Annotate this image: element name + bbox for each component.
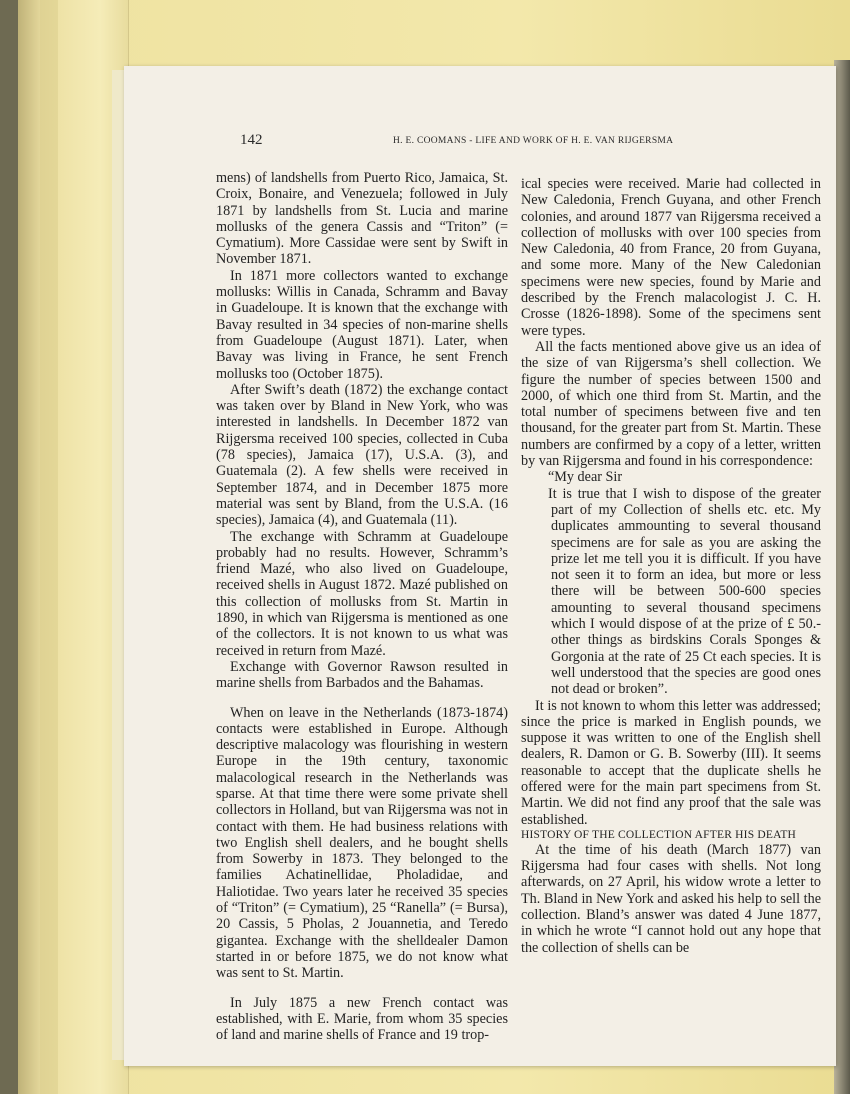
page-number: 142 — [240, 132, 263, 148]
paragraph: After Swift’s death (1872) the exchange contact was taken over by Bland in New York, who was interested in landshells. In December 1872 van Rijgersma received 100 species, collected in Cuba (78 species), Jamaica (17), U.S.A. (3), and Guatemala (2). A few shells were received in September 1874, and in December 1875 more material was sent by Bland, from the U.S.A. (16 species), Jamaica (4), and Guatemala (11). — [216, 381, 508, 529]
paragraph: ical species were received. Marie had collected in New Caledonia, French Guyana, and other French colonies, and around 1877 van Rijgersma received a collection of mollusks with over 100 species from New Caledonia, 40 from France, 20 from Guyana, and some more. Many of the New Caledonian specimens were new species, found by Marie and described by the French malacologist J. C. H. Crosse (1826-1898). Some of the specimens sent were types. — [521, 176, 821, 339]
left-column — [216, 170, 508, 1043]
paragraph: When on leave in the Netherlands (1873-1874) contacts were established in Europe. Although descriptive malacology was flourishing in western Europe in the 19th century, taxonomic malacological research in the Netherlands was sparse. At that time there were some private shell collectors in Holland, but van Rijgersma was not in contact with them. He had business relations with two English shell dealers, and he bought shells from Sowerby in 1873. They belonged to the families Achatinellidae, Pholadidae, and Haliotidae. Two years later he received 35 species of “Triton” (= Cymatium), 25 “Ranella” (= Bursa), 20 Cassis, 5 Pholas, 2 Jouannetia, and Teredo gigantea. Exchange with the shelldealer Damon started in or before 1875, we do not know what was sent to St. Martin. — [216, 704, 508, 982]
paragraph: All the facts mentioned above give us an idea of the size of van Rijgersma’s shell collection. We figure the number of species between 1500 and 2000, of which one third from St. Martin, and the total number of specimens between five and ten thousand, for the greater part from St. Martin. These numbers are confirmed by a copy of a letter, written by van Rijgersma and found in his correspondence: — [521, 338, 821, 470]
folder-edge — [18, 0, 40, 1094]
paragraph: Exchange with Governor Rawson resulted in marine shells from Barbados and the Bahamas. — [216, 658, 508, 692]
paragraph: In July 1875 a new French contact was established, with E. Marie, from whom 35 species of land and marine shells of France and 19 trop- — [216, 994, 508, 1044]
letter-quote — [521, 469, 821, 697]
paragraph: In 1871 more collectors wanted to exchange mollusks: Willis in Canada, Schramm and Bavay in Guadeloupe. It is known that the exchange with Bavay resulted in 34 species of non-marine shells from Guadeloupe (August 1871). Later, when Bavay was living in France, he sent French mollusks too (October 1875). — [216, 267, 508, 382]
quote-body: It is true that I wish to dispose of the greater part of my Collection of shells etc. etc. My duplicates ammounting to several thousand specimens are for sale as you are asking the prize let me tell you it is difficult. If you have not seen it to form an idea, but more or less there will be between 500-600 species amounting to several thousand specimens which I would dispose of at the prize of £ 50.- other things as birdskins Corals Sponges & Gorgonia at the rate of 25 Ct each species. It is well understood that the species are good ones not dead or broken”. — [548, 485, 821, 698]
paragraph: The exchange with Schramm at Guadeloupe probably had no results. However, Schramm’s friend Mazé, who also lived on Guadeloupe, received shells in August 1872. Mazé published on this collection of mollusks from St. Martin in 1890, in which van Rijgersma is mentioned as one of the collectors. It is not known to us what was received in return from Mazé. — [216, 528, 508, 659]
page-binding-shadow — [834, 60, 850, 1094]
right-column — [521, 176, 821, 956]
quote-salutation: “My dear Sir — [548, 469, 623, 486]
paragraph: At the time of his death (March 1877) van Rijgersma had four cases with shells. Not long afterwards, on 27 April, his widow wrote a letter to Th. Bland in New York and asked his help to sell the collection. Bland’s answer was dated 4 June 1877, in which he wrote “I cannot hold out any hope that the collection of shells can be — [521, 841, 821, 956]
paragraph: It is not known to whom this letter was addressed; since the price is marked in English pounds, we suppose it was written to one of the English shell dealers, R. Damon or G. B. Sowerby (III). It seems reasonable to accept that the duplicate shells he offered were for the main part specimens from St. Martin. We did not find any proof that the sale was established. — [521, 697, 821, 828]
running-head: H. E. COOMANS - LIFE AND WORK OF H. E. VAN RIJGERSMA — [393, 136, 674, 146]
section-heading: HISTORY OF THE COLLECTION AFTER HIS DEATH — [521, 828, 797, 841]
paragraph: mens) of landshells from Puerto Rico, Jamaica, St. Croix, Bonaire, and Venezuela; followed in July 1871 by landshells from St. Lucia and marine mollusks of the genera Cassis and “Triton” (= Cymatium). More Cassidae were sent by Swift in November 1871. — [216, 170, 508, 268]
